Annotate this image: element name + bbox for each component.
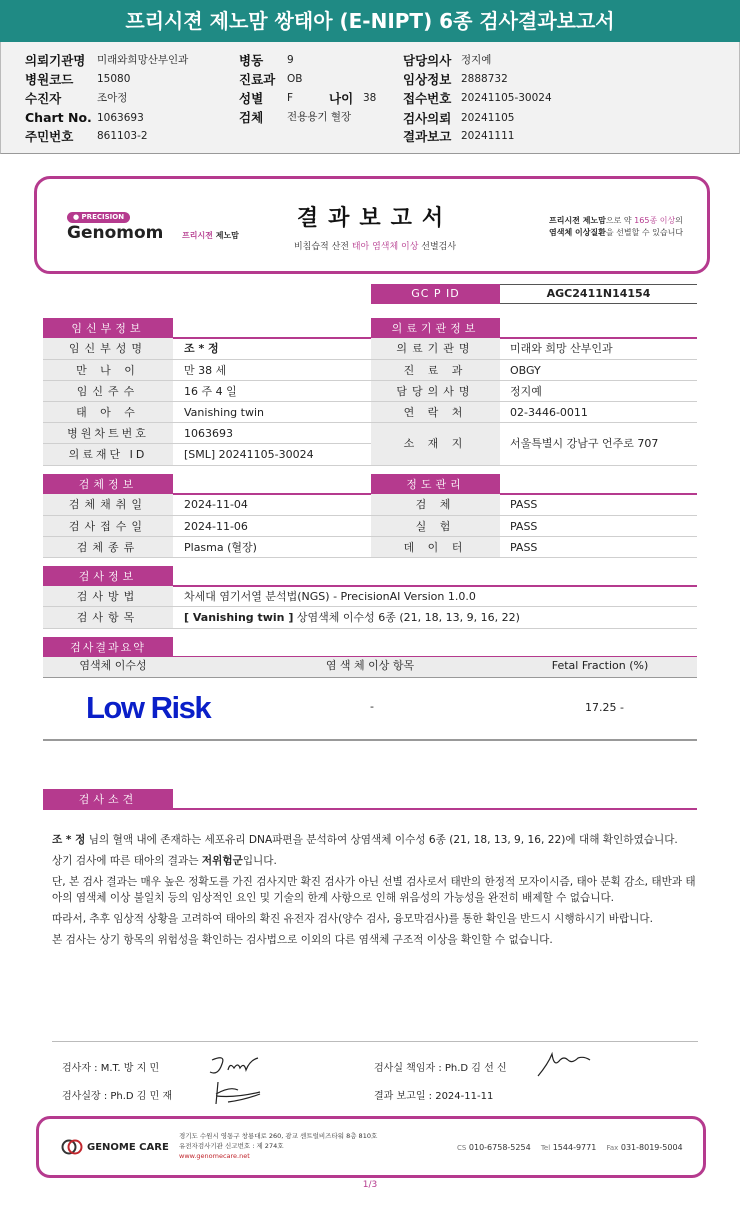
dept-row — [239, 69, 302, 88]
preg-row-0-value: 조 * 정 — [184, 342, 219, 355]
row-line — [43, 739, 697, 741]
cs-key: CS — [457, 1144, 467, 1152]
opinion-p1 — [52, 832, 702, 848]
footer-web-link[interactable]: www.genomecare.net — [179, 1152, 250, 1160]
inst-row-4-value: 서울특별시 강남구 언주로 707 — [510, 437, 659, 450]
opinion-p2-b: 입니다. — [242, 855, 277, 867]
opinion-p1-name: 조 * 정 — [52, 834, 86, 846]
genome-care-icon — [61, 1139, 83, 1155]
tagline-brand: 프리시젼 제노맘 — [549, 216, 606, 225]
specimen-row — [239, 107, 351, 126]
tel-key: Tel — [540, 1144, 551, 1152]
rrn-row — [25, 126, 148, 145]
ward-value: 9 — [287, 53, 294, 66]
receipt-label: 접수번호 — [403, 90, 452, 106]
specimen-value: 전용용기 혈장 — [287, 111, 352, 123]
spec-row-2-label: 검체종류 — [43, 537, 173, 558]
fax-key: Fax — [606, 1144, 619, 1152]
row-line — [43, 380, 697, 381]
opinion-p1-text: 님의 혈액 내에 존재하는 세포유리 DNA파편을 분석하여 상염색체 이수성 6종 (21, 18, 13, 9, 16, 22)에 대해 확인하였습니다. — [85, 834, 678, 846]
test-item-text: 상염색체 이수성 6종 (21, 18, 13, 9, 16, 22) — [293, 611, 520, 624]
opinion-p2-bold: 저위험군 — [201, 855, 243, 867]
clinical-label: 임상정보 — [403, 71, 452, 87]
row-line — [43, 422, 697, 423]
preg-row-4-value: 1063693 — [184, 427, 233, 440]
footer-addr1: 경기도 수원시 영통구 창룡대로 260, 광교 센트럴비즈타워 8층 810호 — [179, 1132, 378, 1140]
responsible-sign: 검사실 책임자 : Ph.D 김 선 신 — [374, 1063, 507, 1074]
tel-value: 1544-9771 — [552, 1143, 597, 1152]
chart-value: 1063693 — [97, 111, 144, 124]
doctor-value: 정지예 — [461, 54, 492, 66]
inst-row-2-value: 정지예 — [510, 385, 542, 398]
report-value: 20241111 — [461, 129, 515, 142]
chart-label: Chart No. — [25, 110, 92, 125]
row-line — [43, 606, 697, 607]
dept-label: 진료과 — [239, 71, 276, 87]
spec-row-1-value: 2024-11-06 — [184, 520, 248, 533]
inst-row-3-label: 연 락 처 — [371, 402, 500, 423]
section-divider-5 — [43, 808, 697, 810]
qc-row-1-label: 실 험 — [371, 516, 500, 537]
collector-label: 수진자 — [25, 90, 62, 106]
report-label: 결과보고 — [403, 128, 452, 144]
inst-row-4-label: 소 재 지 — [371, 423, 500, 465]
spec-row-2-value: Plasma (혈장) — [184, 541, 257, 554]
row-line — [43, 443, 371, 444]
clinical-row — [403, 69, 508, 88]
genome-care-label: GENOME CARE — [87, 1141, 169, 1153]
rrn-label: 주민번호 — [25, 128, 74, 144]
method-label: 검사방법 — [43, 586, 173, 607]
gcp-id-value: AGC2411N14154 — [500, 284, 697, 304]
tagline-disease: 염색체 이상질환 — [549, 228, 606, 237]
genomom-sub-b: 제노맘 — [215, 231, 239, 240]
inst-value: 미래와희망산부인과 — [97, 54, 189, 66]
qc-row-1-value: PASS — [510, 520, 538, 533]
inst-row-2-label: 담당의사명 — [371, 381, 500, 402]
method-value: 차세대 염기서열 분석법(NGS) - PrecisionAI Version 1.0.0 — [184, 590, 476, 603]
genome-care-logo — [61, 1139, 169, 1155]
genomom-logo: Genomom — [67, 223, 164, 243]
result-low-risk: Low Risk — [86, 690, 211, 725]
row-line — [43, 465, 697, 466]
chart-row — [25, 108, 144, 127]
preg-row-2-label: 임신주수 — [43, 381, 173, 402]
age-label: 나이 — [329, 90, 354, 106]
report-banner-title: 프리시젼 제노맘 쌍태아 (E-NIPT) 6종 검사결과보고서 — [0, 0, 740, 42]
inst-row-1-value: OBGY — [510, 364, 541, 377]
receipt-row — [403, 88, 552, 107]
inst-row — [25, 50, 188, 69]
row-line — [43, 359, 697, 360]
report-subtitle-b: 선별검사 — [418, 242, 457, 252]
ward-row — [239, 50, 294, 69]
summary-section-label: 검사결과요약 — [43, 637, 173, 658]
lab-head-signature-image — [208, 1078, 268, 1108]
tester-sign: 검사자 : M.T. 방 지 민 — [62, 1063, 160, 1074]
report-title: 결과보고서 — [296, 206, 454, 231]
tester-signature-image — [206, 1050, 266, 1080]
result-fetal-fraction: 17.25 - — [585, 701, 624, 714]
genomom-sub-a: 프리시젼 — [182, 231, 213, 240]
sex-value: F — [287, 91, 294, 104]
report-header-tagline — [549, 215, 699, 239]
dept-value: OB — [287, 72, 303, 85]
patient-info-panel — [0, 42, 740, 154]
inst-row-0-label: 의료기관명 — [371, 338, 500, 359]
pregnancy-section-label: 임신부정보 — [43, 318, 173, 339]
qc-row-2-label: 데 이 터 — [371, 537, 500, 558]
lab-head-sign: 검사실장 : Ph.D 김 민 재 — [62, 1091, 173, 1102]
qc-row-2-value: PASS — [510, 541, 538, 554]
clinical-value: 2888732 — [461, 72, 508, 85]
footer-box — [36, 1116, 706, 1178]
summary-col-abnormal: 염 색 체 이상 항목 — [325, 659, 415, 672]
code-row — [25, 69, 130, 88]
row-line — [43, 515, 697, 516]
tagline-text2: 의 — [675, 216, 683, 225]
report-header-box — [34, 176, 710, 274]
precision-label: PRECISION — [81, 213, 125, 221]
specimen-section-label: 검체정보 — [43, 474, 173, 495]
responsible-signature-image — [534, 1048, 594, 1078]
spec-row-1-label: 검사접수일 — [43, 516, 173, 537]
row-line — [52, 1041, 698, 1042]
doctor-row — [403, 50, 491, 69]
code-value: 15080 — [97, 72, 131, 85]
report-date-row — [403, 126, 514, 145]
collector-row — [25, 88, 127, 107]
report-subtitle-a: 비침습적 산전 — [293, 242, 352, 252]
opinion-p2 — [52, 853, 702, 869]
row-line — [43, 557, 697, 558]
preg-row-4-label: 병원차트번호 — [43, 423, 173, 444]
preg-row-0-label: 임신부성명 — [43, 338, 173, 359]
opinion-text — [52, 832, 702, 953]
footer-contacts — [457, 1143, 683, 1152]
doctor-label: 담당의사 — [403, 52, 452, 68]
opinion-section-label: 검사소견 — [43, 789, 173, 810]
preg-row-3-label: 태 아 수 — [43, 402, 173, 423]
cs-value: 010-6758-5254 — [468, 1143, 531, 1152]
preg-row-5-label: 의료재단 ID — [43, 444, 173, 465]
test-item-bold: [ Vanishing twin ] — [184, 611, 294, 624]
opinion-p5: 본 검사는 상기 항목의 위험성을 확인하는 검사법으로 이외의 다른 염색체 구조적 이상을 확인할 수 없습니다. — [52, 934, 553, 946]
test-item-label: 검사항목 — [43, 607, 173, 628]
request-row — [403, 108, 514, 127]
opinion-p4: 따라서, 추후 임상적 상황을 고려하여 태아의 확진 유전자 검사(양수 검사, 융모막검사)를 통한 확인을 반드시 시행하시기 바랍니다. — [52, 913, 654, 925]
institution-section-label: 의료기관정보 — [371, 318, 500, 339]
summary-col-ff: Fetal Fraction (%) — [551, 659, 649, 672]
qc-section-label: 정도관리 — [371, 474, 500, 495]
sex-label: 성별 — [239, 90, 264, 106]
qc-row-0-value: PASS — [510, 498, 538, 511]
request-label: 검사의뢰 — [403, 110, 452, 126]
rrn-value: 861103-2 — [97, 129, 148, 142]
specimen-label: 검체 — [239, 109, 264, 125]
row-line — [43, 677, 697, 678]
test-item-value — [184, 607, 520, 628]
preg-row-5-value: [SML] 20241105-30024 — [184, 448, 314, 461]
tagline-text1: 으로 약 — [605, 216, 635, 225]
result-abnormal-items: - — [370, 700, 374, 713]
age-value: 38 — [363, 91, 377, 104]
inst-row-3-value: 02-3446-0011 — [510, 406, 588, 419]
test-info-section-label: 검사정보 — [43, 566, 173, 587]
spec-row-0-value: 2024-11-04 — [184, 498, 248, 511]
inst-row-0-value: 미래와 희망 산부인과 — [510, 342, 613, 355]
page-number: 1/3 — [362, 1180, 378, 1190]
request-value: 20241105 — [461, 111, 515, 124]
tagline-text3: 을 선별할 수 있습니다 — [605, 228, 684, 237]
inst-row-1-label: 진 료 과 — [371, 360, 500, 381]
collector-value: 조아정 — [97, 92, 128, 104]
preg-row-3-value: Vanishing twin — [184, 406, 264, 419]
row-line — [43, 628, 697, 629]
spec-row-0-label: 검체채취일 — [43, 494, 173, 515]
row-line — [43, 536, 697, 537]
sex-age-row — [239, 88, 376, 107]
gcp-id-label: GC P ID — [371, 284, 500, 304]
footer-address — [179, 1131, 377, 1161]
code-label: 병원코드 — [25, 71, 74, 87]
qc-row-0-label: 검 체 — [371, 494, 500, 515]
preg-row-2-value: 16 주 4 일 — [184, 385, 237, 398]
inst-label: 의뢰기관명 — [25, 52, 86, 68]
row-line — [43, 401, 697, 402]
report-date-sign: 결과 보고일 : 2024-11-11 — [374, 1091, 494, 1102]
receipt-value: 20241105-30024 — [461, 91, 552, 104]
preg-row-1-value: 만 38 세 — [184, 364, 227, 377]
summary-col-aneuploidy: 염색체 이수성 — [79, 659, 147, 672]
precision-logo-pill: ● PRECISION — [67, 212, 130, 223]
opinion-p3: 단, 본 검사 결과는 매우 높은 정확도를 가진 검사지만 확진 검사가 아닌 선별 검사로서 태반의 한정적 모자이시즘, 태아 분획 감소, 태반과 태아의 염색체 이상 불일치 등의 임상적인 요인 및 기술의 한계 사항으로 인해 위음성의 가능성을 완전히 배제할 수 없습니다. — [52, 876, 696, 904]
footer-addr2: 유전자검사기관 신고번호 : 제 274호 — [179, 1142, 284, 1150]
tagline-count: 165종 이상 — [634, 216, 676, 225]
report-subtitle — [37, 239, 713, 252]
report-subtitle-hl: 태아 염색체 이상 — [351, 242, 419, 252]
opinion-p2-a: 상기 검사에 따른 태아의 결과는 — [52, 855, 202, 867]
fax-value: 031-8019-5004 — [620, 1143, 683, 1152]
ward-label: 병동 — [239, 52, 264, 68]
preg-row-1-label: 만 나 이 — [43, 360, 173, 381]
